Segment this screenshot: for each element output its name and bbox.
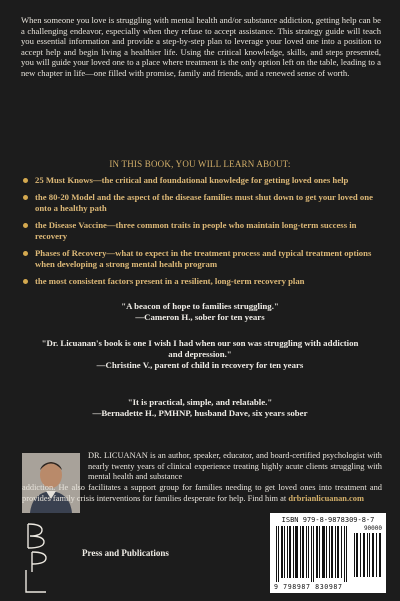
list-item: the Disease Vaccine—three common traits in people who maintain long-term success in recovery	[22, 220, 384, 242]
bio-text: addiction. He also facilitates a support group for families needing to get loved ones into treatment and provides family crisis interventions for families desperate for help. Find him at	[22, 483, 382, 503]
author-website-link[interactable]: drbrianlicuanan.com	[288, 493, 364, 503]
addon-barcode-graphic	[354, 533, 382, 577]
publisher-name: Press and Publications	[82, 548, 169, 558]
ean-digits: 9 798987 830987	[274, 583, 343, 591]
isbn-number: ISBN 979-8-9878309-8-7	[281, 516, 375, 524]
list-item: Phases of Recovery—what to expect in the treatment process and typical treatment options when developing a strong mental health program	[22, 248, 384, 270]
bio-text: DR. LICUANAN is an author, speaker, educator, and board-certified psychologist with nearly twenty years of clinical experience treating highly acute clients struggling with mental health and substance	[88, 451, 382, 482]
author-bio	[88, 451, 382, 483]
isbn-barcode	[270, 513, 386, 593]
learn-heading: IN THIS BOOK, YOU WILL LEARN ABOUT:	[109, 159, 291, 169]
author-bio-continued	[22, 483, 382, 504]
price-addon: 90000	[363, 525, 382, 532]
quote-attribution: —Christine V., parent of child in recovery for ten years	[96, 360, 304, 370]
quote-text: "A beacon of hope to families struggling."	[121, 301, 279, 311]
list-item: the most consistent factors present in a resilient, long-term recovery plan	[22, 276, 384, 287]
quote-attribution: —Cameron H., sober for ten years	[135, 312, 265, 322]
list-item: 25 Must Knows—the critical and foundational knowledge for getting loved ones help	[22, 175, 384, 186]
testimonial-quote	[40, 338, 360, 371]
learn-list	[22, 175, 384, 293]
quote-text: "Dr. Licuanan's book is one I wish I had when our son was struggling with addiction and depression."	[41, 338, 359, 359]
quote-text: "It is practical, simple, and relatable."	[127, 397, 273, 407]
testimonial-quote	[40, 397, 360, 419]
barcode-graphic	[274, 526, 350, 582]
testimonial-quote	[40, 301, 360, 323]
quote-attribution: —Bernadette H., PMHNP, husband Dave, six years sober	[92, 408, 308, 418]
intro-paragraph: When someone you love is struggling with mental health and/or substance addiction, getting help can be a challenging endeavor, especially when they refuse to accept assistance. This strategy guide will teach you essential information and provide a step-by-step plan to leverage your loved one into a position to accept help and begin living a healthier life. Using the critical knowledge, skills, and steps presented, you will guide your loved one to a place where treatment is the only option left on the table, leading to a new chapter in life—one filled with promise, family and friends, and a renewed sense of worth.	[21, 15, 381, 78]
list-item: the 80-20 Model and the aspect of the disease families must shut down to get your loved one onto a healthy path	[22, 192, 384, 214]
publisher-logo	[18, 520, 62, 596]
